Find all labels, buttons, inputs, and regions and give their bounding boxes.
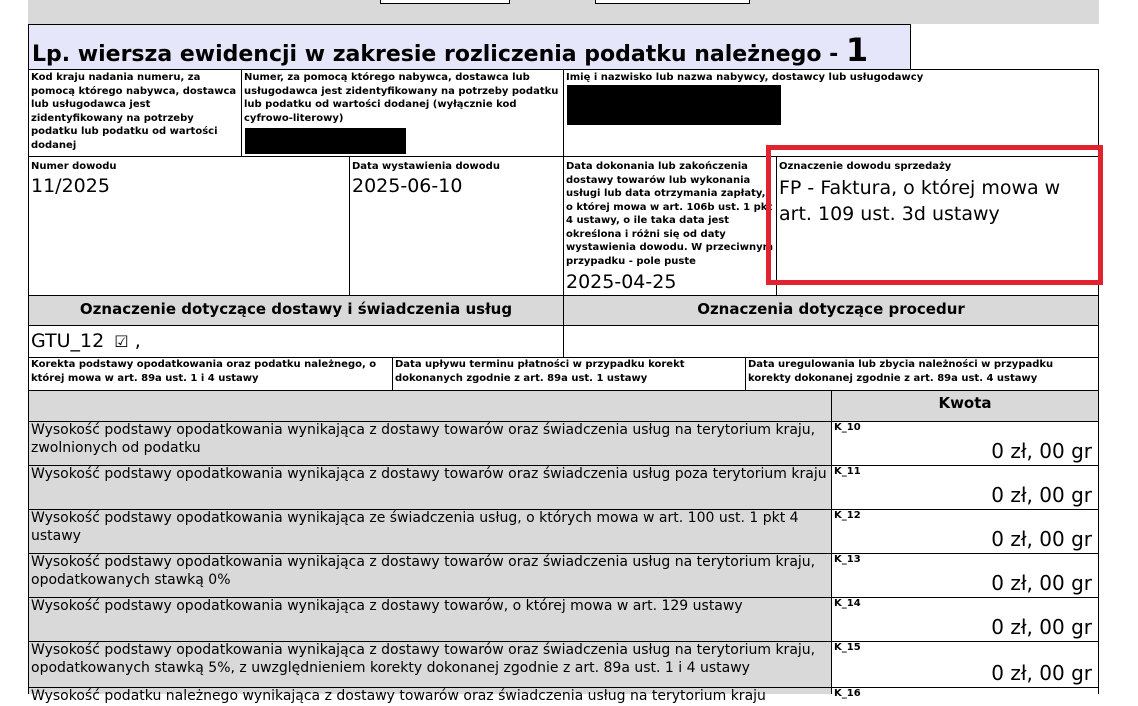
table-header-desc bbox=[28, 390, 832, 422]
amount-cell bbox=[831, 597, 1099, 642]
country-code-label: Kod kraju nadania numeru, za pomocą którego nabywca, dostawca lub usługodawca jest zidentyfikowany na potrzeby podatku lub podatku od wartości dodanej bbox=[31, 72, 237, 151]
row-code: K_10 bbox=[834, 422, 861, 433]
row-code: K_13 bbox=[834, 554, 861, 565]
row-description: Wysokość podstawy opodatkowania wynikająca z dostawy towarów oraz świadczenia usług na terytorium kraju, opodatkowanych stawką 0% bbox=[31, 554, 816, 588]
highlight-box bbox=[766, 145, 1103, 285]
country-code-cell bbox=[28, 69, 242, 157]
row-description: Wysokość podstawy opodatkowania wynikająca z dostawy towarów oraz świadczenia usług na terytorium kraju, zwolnionych od podatku bbox=[31, 422, 816, 456]
table-row bbox=[28, 553, 832, 598]
row-description: Wysokość podstawy opodatkowania wynikająca z dostawy towarów oraz świadczenia usług na terytorium kraju, opodatkowanych stawką 5%, z uwzględnieniem korekty dokonanej zgodnie z art. 89a ust. 1 i 4 ustawy bbox=[31, 642, 816, 676]
sale-doc-label: Oznaczenie dowodu sprzedaży bbox=[779, 161, 952, 172]
row-amount: 0 zł, 00 gr bbox=[991, 439, 1092, 463]
name-label: Imię i nazwisko lub nazwa nabywcy, dostawcy lub usługodawcy bbox=[566, 72, 924, 83]
table-row bbox=[28, 509, 832, 554]
delivery-date-value: 2025-04-25 bbox=[566, 271, 677, 293]
row-description: Wysokość podatku należnego wynikająca z dostawy towarów oraz świadczenia usług na terytorium kraju bbox=[31, 688, 766, 704]
gtu-checkbox[interactable]: ☑ bbox=[114, 332, 129, 351]
amount-cell bbox=[831, 553, 1099, 598]
settlement-label: Data uregulowania lub zbycia należności w przypadku korekty dokonanej zgodnie z art. 89a ust. 4 ustawy bbox=[748, 359, 1054, 384]
row-amount: 0 zł, 00 gr bbox=[991, 571, 1092, 595]
settlement-cell bbox=[745, 357, 1099, 391]
delivery-date-cell bbox=[563, 156, 777, 296]
sale-doc-value: FP - Faktura, o której mowa w art. 109 ust. 3d ustawy bbox=[779, 176, 1061, 225]
amount-cell bbox=[831, 421, 1099, 466]
issue-date-cell bbox=[349, 156, 564, 296]
amount-cell bbox=[831, 509, 1099, 554]
top-field-right bbox=[595, 0, 750, 4]
doc-number-label: Numer dowodu bbox=[31, 161, 117, 172]
row-code: K_15 bbox=[834, 642, 861, 653]
section-title-text: Lp. wiersza ewidencji w zakresie rozliczenia podatku należnego - bbox=[32, 42, 846, 67]
procedures-header-cell bbox=[563, 295, 1099, 326]
amount-header: Kwota bbox=[938, 394, 992, 412]
procedures-header: Oznaczenia dotyczące procedur bbox=[697, 300, 965, 318]
gtu-cell bbox=[28, 325, 564, 358]
table-row bbox=[28, 597, 832, 642]
row-amount: 0 zł, 00 gr bbox=[991, 527, 1092, 551]
table-header-amount bbox=[831, 390, 1099, 422]
gtu-value: GTU_12 bbox=[31, 330, 105, 352]
correction-label: Korekta podstawy opodatkowania oraz podatku należnego, o której mowa w art. 89a ust. 1 i 4 ustawy bbox=[31, 359, 377, 384]
doc-number-cell bbox=[28, 156, 350, 296]
row-amount: 0 zł, 00 gr bbox=[991, 615, 1092, 639]
tax-number-cell bbox=[241, 69, 564, 157]
delivery-header-cell bbox=[28, 295, 564, 326]
gtu-comma: , bbox=[134, 330, 141, 352]
table-row bbox=[28, 421, 832, 466]
issue-date-value: 2025-06-10 bbox=[352, 174, 463, 197]
correction-cell bbox=[28, 357, 393, 391]
section-number: 1 bbox=[845, 31, 869, 69]
row-amount: 0 zł, 00 gr bbox=[991, 483, 1092, 507]
name-cell bbox=[563, 69, 1099, 157]
delivery-date-label: Data dokonania lub zakończenia dostawy towarów lub wykonania usługi lub data otrzymania zapłaty, o której mowa w art. 106b ust. 1 pkt 4 ustawy, o ile taka data jest określona i różni się od daty wystawienia dowodu. W przeciwnym przypadku - pole puste bbox=[566, 161, 774, 267]
table-row bbox=[28, 465, 832, 510]
row-code: K_12 bbox=[834, 510, 861, 521]
table-row bbox=[28, 687, 832, 704]
tax-number-label: Numer, za pomocą którego nabywca, dostawca lub usługodawca jest zidentyfikowany na potrzeby podatku lub podatku od wartości dodanej (wyłącznie kod cyfrowo-literowy) bbox=[244, 72, 559, 124]
amount-cell bbox=[831, 687, 1099, 699]
redacted-tax-number bbox=[245, 128, 406, 154]
row-code: K_16 bbox=[834, 688, 861, 699]
doc-number-value: 11/2025 bbox=[31, 174, 110, 197]
delivery-header: Oznaczenie dotyczące dostawy i świadczenia usług bbox=[79, 300, 513, 318]
section-title bbox=[28, 24, 911, 69]
top-gray-bar bbox=[28, 0, 1099, 24]
table-row bbox=[28, 641, 832, 688]
row-description: Wysokość podstawy opodatkowania wynikająca ze świadczenia usług, o których mowa w art. 100 ust. 1 pkt 4 ustawy bbox=[31, 510, 799, 544]
row-description: Wysokość podstawy opodatkowania wynikająca z dostawy towarów, o której mowa w art. 129 ustawy bbox=[31, 598, 743, 614]
row-code: K_14 bbox=[834, 598, 861, 609]
amount-cell bbox=[831, 641, 1099, 688]
payment-deadline-label: Data upływu terminu płatności w przypadku korekt dokonanych zgodnie z art. 89a ust. 1 ustawy bbox=[395, 359, 685, 384]
top-field-left bbox=[380, 0, 510, 4]
row-code: K_11 bbox=[834, 466, 861, 477]
row-amount: 0 zł, 00 gr bbox=[991, 661, 1092, 685]
amount-cell bbox=[831, 465, 1099, 510]
payment-deadline-cell bbox=[392, 357, 746, 391]
redacted-name bbox=[567, 85, 781, 125]
issue-date-label: Data wystawienia dowodu bbox=[352, 161, 500, 172]
procedures-cell bbox=[563, 325, 1099, 358]
row-description: Wysokość podstawy opodatkowania wynikająca z dostawy towarów oraz świadczenia usług poza terytorium kraju bbox=[31, 466, 827, 482]
